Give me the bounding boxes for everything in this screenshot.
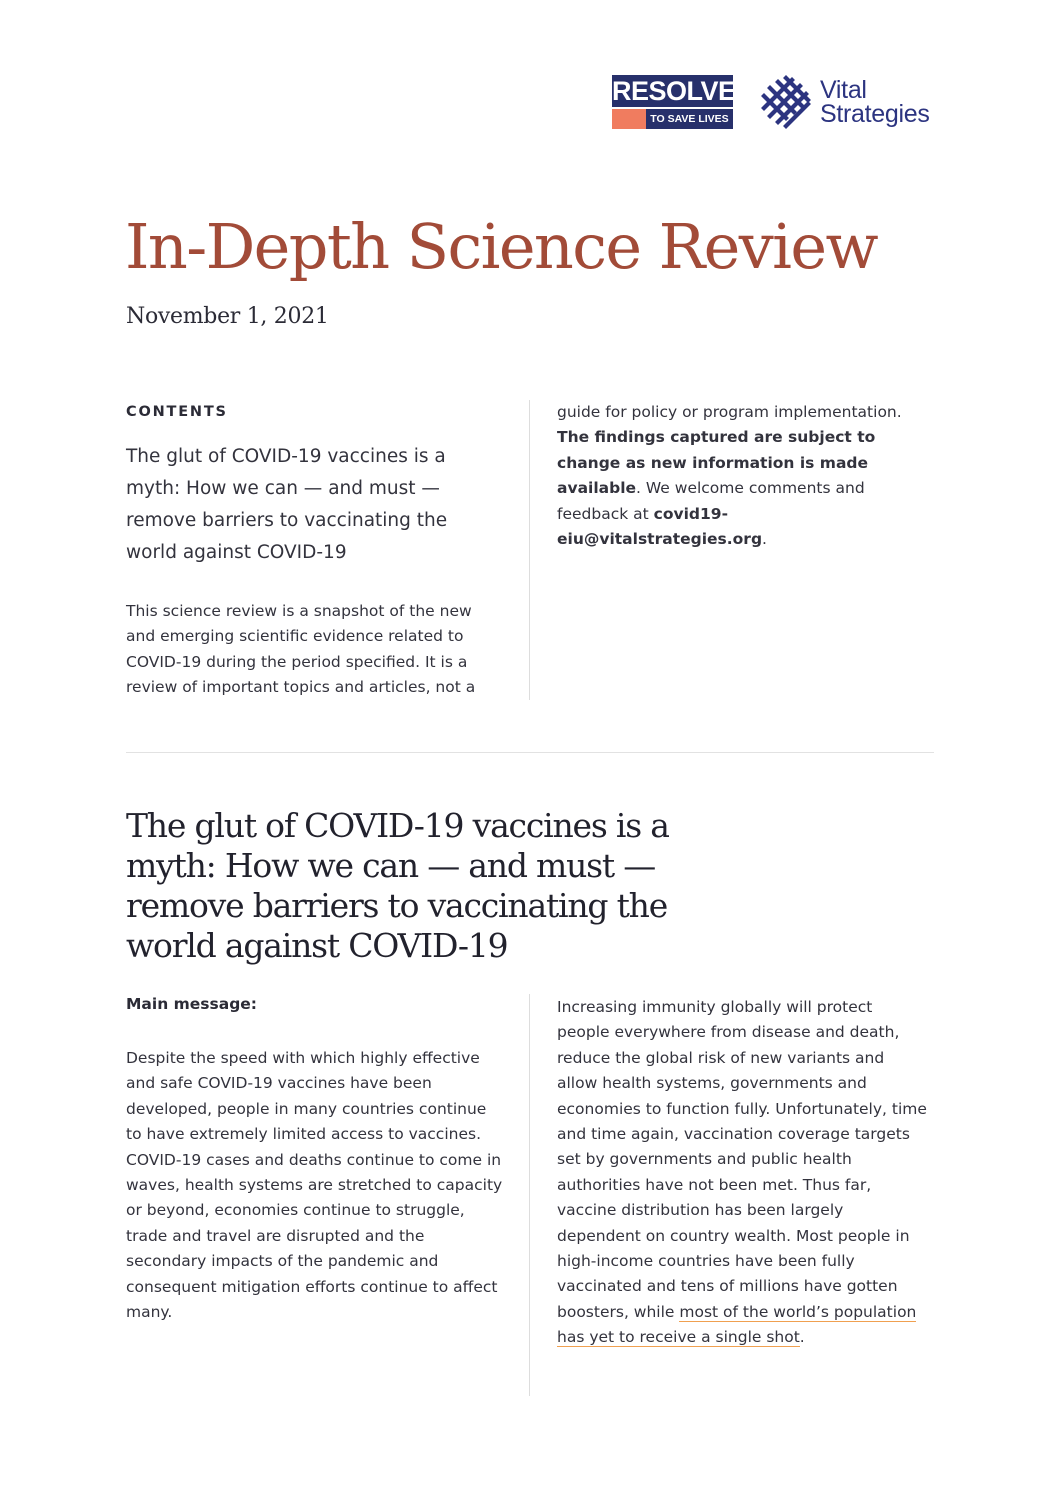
- document-title: In-Depth Science Review: [125, 210, 877, 283]
- main-right-text: Increasing immunity globally will protect people everywhere from disease and death, reduce the global risk of new variants and allow health systems, governments and economies to function fully. Unfortunately, time and time again, vaccination coverage targets set by governments and public health authorities have not been met. Thus far, vaccine distribution has been largely dependent on country wealth. Most people in high-income countries have been fully vaccinated and tens of millions have gotten boosters, while: [557, 998, 927, 1321]
- section-heading: The glut of COVID-19 vaccines is a myth: How we can — and must — remove barriers to vaccinating the world against COVID-19: [126, 806, 669, 965]
- intro-bold-text: The findings captured are subject to change as new information is made available: [557, 428, 876, 498]
- vital-strategies-mark-icon: [758, 74, 814, 130]
- feedback-email-link[interactable]: covid19-eiu@vitalstrategies.org: [557, 504, 763, 549]
- main-message-label: Main message:: [126, 995, 258, 1013]
- column-divider: [529, 400, 530, 700]
- vital-logo-line1: Vital: [820, 76, 867, 104]
- main-right-end: .: [799, 1328, 805, 1347]
- resolve-logo: [612, 75, 736, 127]
- column-divider-2: [529, 994, 530, 1396]
- contents-item: The glut of COVID-19 vaccines is a myth: How we can — and must — remove barriers to vaccinating the world against COVID-19: [126, 446, 448, 563]
- contents-label: CONTENTS: [126, 404, 228, 420]
- intro-paragraph-part1: This science review is a snapshot of the new and emerging scientific evidence related to COVID-19 during the period specified. It is a review of important topics and articles, not a: [126, 602, 476, 697]
- intro-plain-text: guide for policy or program implementation.: [557, 403, 902, 421]
- population-link[interactable]: most of the world’s population has yet to receive a single shot: [557, 1302, 917, 1347]
- intro-paragraph-part2: [557, 400, 929, 552]
- document-date: November 1, 2021: [126, 304, 329, 329]
- main-message-paragraph-left: Despite the speed with which highly effective and safe COVID-19 vaccines have been developed, people in many countries continue to have extremely limited access to vaccines. COVID-19 cases and deaths continue to come in waves, health systems are stretched to capacity or beyond, economies continue to struggle, trade and travel are disrupted and the secondary impacts of the pandemic and consequent mitigation efforts continue to affect many.: [126, 1049, 503, 1322]
- intro-end-text: .: [762, 530, 767, 549]
- intro-tail-text: . We welcome comments and feedback at: [557, 479, 865, 523]
- main-message-paragraph-right: [557, 995, 927, 1351]
- vital-logo-line2: Strategies: [820, 100, 930, 128]
- resolve-logo-accent: [612, 109, 646, 129]
- resolve-logo-main: RESOLVE: [612, 76, 736, 106]
- vital-strategies-logo: [758, 73, 930, 131]
- section-divider: [126, 752, 934, 753]
- resolve-logo-sub: TO SAVE LIVES: [646, 109, 733, 129]
